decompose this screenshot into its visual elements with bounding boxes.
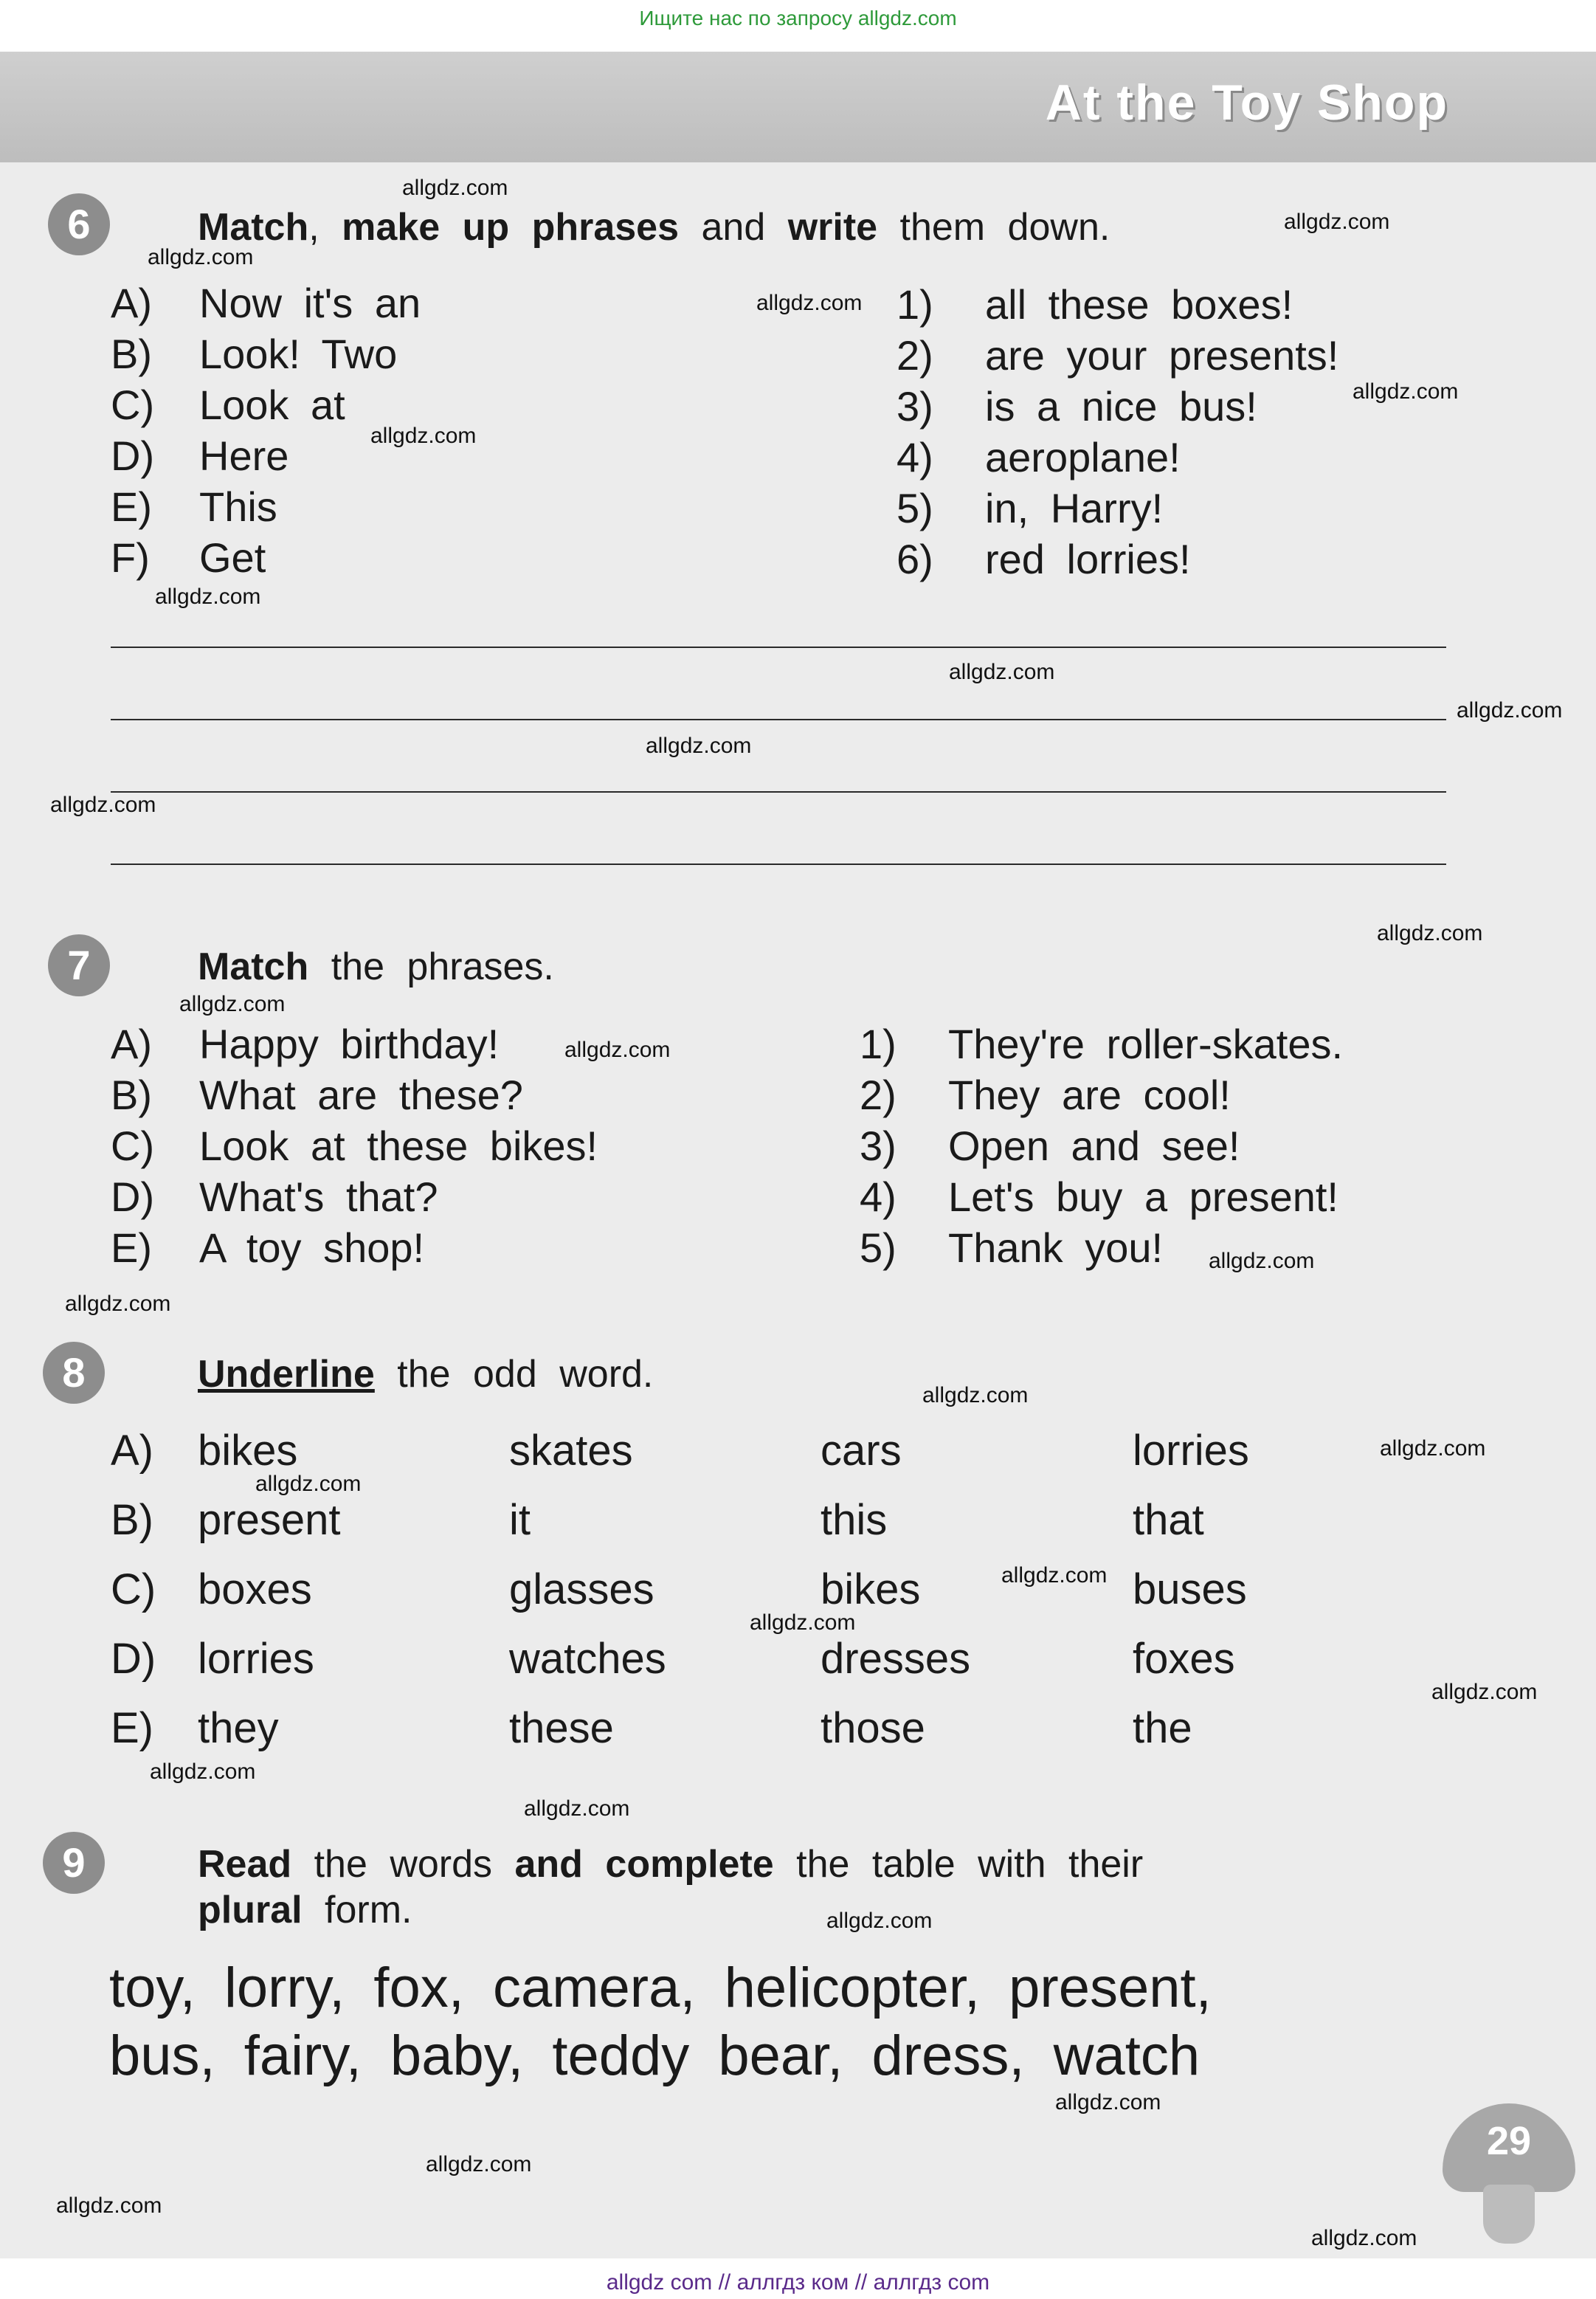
watermark: allgdz.com — [370, 424, 477, 448]
watermark: allgdz.com — [1284, 210, 1390, 234]
watermark: allgdz.com — [1380, 1436, 1486, 1461]
word-option[interactable]: watches — [509, 1635, 666, 1683]
exercise-7-instruction: Match the phrases. — [198, 945, 554, 988]
watermark: allgdz.com — [1457, 698, 1563, 723]
word-option[interactable]: glasses — [509, 1565, 654, 1613]
ex6-right-item: 6) red lorries! — [897, 536, 1191, 582]
ex7-right-item: 4) Let's buy a present! — [860, 1173, 1338, 1220]
row-label: E) — [111, 1704, 153, 1752]
mushroom-stem-icon — [1483, 2185, 1535, 2244]
word-option[interactable]: cars — [821, 1427, 902, 1475]
ex6-right-item: 1) all these boxes! — [897, 281, 1293, 328]
watermark: allgdz.com — [949, 660, 1055, 684]
watermark: allgdz.com — [756, 291, 863, 315]
watermark: allgdz.com — [1353, 379, 1459, 404]
watermark: allgdz.com — [150, 1759, 256, 1784]
watermark: allgdz.com — [179, 992, 286, 1016]
row-label: A) — [111, 1427, 153, 1475]
row-label: D) — [111, 1635, 156, 1683]
word-option[interactable]: boxes — [198, 1565, 312, 1613]
ex6-left-item: E) This — [111, 483, 277, 530]
watermark: allgdz.com — [826, 1909, 933, 1933]
exercise-6-instruction: Match, make up phrases and write them down. — [198, 206, 1110, 249]
watermark: allgdz.com — [750, 1610, 856, 1635]
row-label: C) — [111, 1565, 156, 1613]
watermark: allgdz.com — [426, 2152, 532, 2176]
page-title: At the Toy Shop — [1045, 75, 1448, 131]
watermark: allgdz.com — [1311, 2226, 1417, 2250]
exercise-9-number: 9 — [43, 1832, 105, 1894]
ex6-left-item: F) Get — [111, 534, 266, 581]
exercise-6-number: 6 — [48, 193, 110, 255]
watermark: allgdz.com — [50, 793, 156, 817]
ex6-left-item: C) Look at — [111, 382, 345, 428]
word-option[interactable]: bikes — [198, 1427, 298, 1475]
exercise-9-instruction: Read the words and complete the table with their — [198, 1843, 1144, 1886]
exercise-8-number: 8 — [43, 1342, 105, 1404]
answer-line[interactable] — [111, 719, 1446, 720]
word-option[interactable]: these — [509, 1704, 614, 1752]
watermark: allgdz.com — [1001, 1563, 1108, 1588]
ex7-left-item: E) A toy shop! — [111, 1224, 425, 1271]
word-option[interactable]: foxes — [1133, 1635, 1235, 1683]
word-bank-line: bus, fairy, baby, teddy bear, dress, watch — [109, 2024, 1201, 2087]
ex7-left-item: B) What are these? — [111, 1072, 523, 1118]
watermark: allgdz.com — [1377, 921, 1483, 945]
word-option[interactable]: skates — [509, 1427, 633, 1475]
watermark: allgdz.com — [56, 2193, 162, 2218]
word-bank-line: toy, lorry, fox, camera, helicopter, present, — [109, 1957, 1212, 2019]
answer-line[interactable] — [111, 864, 1446, 865]
top-banner[interactable]: Ищите нас по запросу allgdz.com — [639, 7, 957, 30]
word-option[interactable]: that — [1133, 1496, 1204, 1544]
watermark: allgdz.com — [922, 1383, 1029, 1407]
word-option[interactable]: lorries — [198, 1635, 314, 1683]
word-option[interactable]: they — [198, 1704, 279, 1752]
ex6-right-item: 2) are your presents! — [897, 332, 1339, 379]
exercise-7-number: 7 — [48, 934, 110, 996]
word-option[interactable]: dresses — [821, 1635, 971, 1683]
bottom-banner[interactable]: allgdz com // аллгдз ком // аллгдз com — [606, 2270, 990, 2295]
watermark: allgdz.com — [646, 734, 752, 758]
watermark: allgdz.com — [148, 245, 254, 269]
watermark: allgdz.com — [564, 1038, 671, 1062]
ex7-right-item: 5) Thank you! — [860, 1224, 1164, 1271]
answer-line[interactable] — [111, 647, 1446, 648]
ex7-right-item: 3) Open and see! — [860, 1123, 1240, 1169]
exercise-8-instruction: Underline the odd word. — [198, 1353, 654, 1396]
page-number-badge — [1443, 2103, 1575, 2251]
ex6-right-item: 3) is a nice bus! — [897, 383, 1257, 430]
word-option[interactable]: those — [821, 1704, 925, 1752]
watermark: allgdz.com — [402, 176, 508, 200]
ex7-right-item: 2) They are cool! — [860, 1072, 1231, 1118]
ex7-left-item: A) Happy birthday! — [111, 1021, 500, 1067]
watermark: allgdz.com — [1431, 1680, 1538, 1704]
watermark: allgdz.com — [155, 585, 261, 609]
word-option[interactable]: it — [509, 1496, 531, 1544]
word-option[interactable]: present — [198, 1496, 341, 1544]
word-option[interactable]: bikes — [821, 1565, 921, 1613]
ex6-left-item: D) Here — [111, 432, 289, 479]
watermark: allgdz.com — [1209, 1249, 1315, 1273]
ex6-left-item: A) Now it's an — [111, 280, 421, 326]
word-option[interactable]: lorries — [1133, 1427, 1249, 1475]
watermark: allgdz.com — [65, 1292, 171, 1316]
exercise-9-instruction-line2: plural form. — [198, 1889, 412, 1931]
ex7-right-item: 1) They're roller-skates. — [860, 1021, 1344, 1067]
word-option[interactable]: this — [821, 1496, 888, 1544]
answer-line[interactable] — [111, 791, 1446, 793]
watermark: allgdz.com — [524, 1796, 630, 1821]
watermark: allgdz.com — [1055, 2090, 1161, 2114]
word-option[interactable]: the — [1133, 1704, 1192, 1752]
ex6-right-item: 4) aeroplane! — [897, 434, 1181, 480]
word-option[interactable]: buses — [1133, 1565, 1247, 1613]
ex7-left-item: D) What's that? — [111, 1173, 438, 1220]
watermark: allgdz.com — [255, 1472, 362, 1496]
ex6-left-item: B) Look! Two — [111, 331, 398, 377]
ex7-left-item: C) Look at these bikes! — [111, 1123, 598, 1169]
row-label: B) — [111, 1496, 153, 1544]
ex6-right-item: 5) in, Harry! — [897, 485, 1164, 531]
page-number: 29 — [1486, 2119, 1532, 2163]
